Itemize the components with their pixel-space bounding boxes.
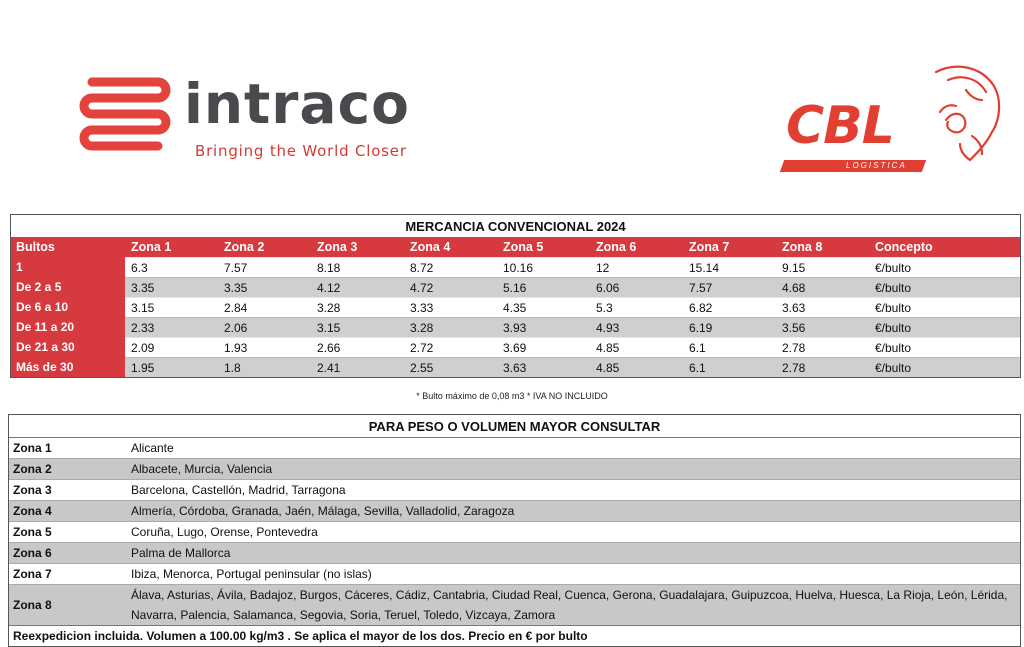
zone-price-cell: 3.33 bbox=[410, 301, 434, 315]
cbl-subtitle: LOGISTICA bbox=[846, 161, 907, 170]
zone-price-cell: 6.82 bbox=[689, 301, 713, 315]
zone-row bbox=[9, 458, 1020, 479]
zone-price-cell: 1.93 bbox=[224, 341, 248, 355]
header-cell: Zona 4 bbox=[410, 240, 451, 254]
zone-price-cell: 3.63 bbox=[503, 361, 527, 375]
bultos-cell: 1 bbox=[11, 257, 125, 277]
bultos-cell: De 21 a 30 bbox=[11, 337, 125, 357]
bultos-cell: De 6 a 10 bbox=[11, 297, 125, 317]
zone-provinces: Álava, Asturias, Ávila, Badajoz, Burgos, Cáceres, Cádiz, Cantabria, Ciudad Real, Cuenca, Gerona, Guadalajara, Guipuzcoa, Huelva, Huesca, La Rioja, León, Lérida, Navarra, Palencia, Salamanca, Segovia, Soria, Teruel, Toledo, Vizcaya, Zamora bbox=[131, 588, 1008, 622]
header-cell: Zona 3 bbox=[317, 240, 358, 254]
zone-price-cell: 5.3 bbox=[596, 301, 613, 315]
zone-price-cell: 12 bbox=[596, 261, 610, 275]
zone-price-cell: 3.28 bbox=[410, 321, 434, 335]
zone-provinces: Albacete, Murcia, Valencia bbox=[131, 462, 273, 476]
zone-price-cell: 4.12 bbox=[317, 281, 341, 295]
zone-price-cell: 15.14 bbox=[689, 261, 720, 275]
zone-price-cell: 1.8 bbox=[224, 361, 241, 375]
zone-price-cell: 8.18 bbox=[317, 261, 341, 275]
zone-price-cell: 4.93 bbox=[596, 321, 620, 335]
intraco-logo-mark-icon bbox=[78, 74, 174, 160]
zone-price-cell: 9.15 bbox=[782, 261, 806, 275]
zone-price-cell: 2.06 bbox=[224, 321, 248, 335]
rates-row bbox=[11, 257, 1020, 277]
zone-price-cell: 4.72 bbox=[410, 281, 434, 295]
zone-price-cell: 3.35 bbox=[224, 281, 248, 295]
header-cell: Zona 6 bbox=[596, 240, 637, 254]
zone-label: Zona 3 bbox=[13, 483, 52, 497]
zone-label: Zona 8 bbox=[13, 598, 52, 612]
zone-price-cell: 2.84 bbox=[224, 301, 248, 315]
zone-provinces: Alicante bbox=[131, 441, 174, 455]
rates-row bbox=[11, 317, 1020, 337]
zone-price-cell: 2.55 bbox=[410, 361, 434, 375]
zone-row bbox=[9, 500, 1020, 521]
zone-label: Zona 4 bbox=[13, 504, 52, 518]
zone-price-cell: 3.28 bbox=[317, 301, 341, 315]
concepto-cell: €/bulto bbox=[875, 361, 912, 375]
zone-price-cell: 4.85 bbox=[596, 341, 620, 355]
zone-price-cell: 10.16 bbox=[503, 261, 534, 275]
rates-row bbox=[11, 337, 1020, 357]
rates-footnote: * Bulto máximo de 0,08 m3 * IVA NO INCLUIDO bbox=[416, 391, 608, 401]
zone-label: Zona 6 bbox=[13, 546, 52, 560]
zone-price-cell: 3.15 bbox=[317, 321, 341, 335]
zone-price-cell: 6.1 bbox=[689, 361, 706, 375]
zone-label: Zona 2 bbox=[13, 462, 52, 476]
zone-label: Zona 1 bbox=[13, 441, 52, 455]
bultos-cell: Más de 30 bbox=[11, 357, 125, 377]
header-cell: Zona 5 bbox=[503, 240, 544, 254]
zone-price-cell: 7.57 bbox=[224, 261, 248, 275]
zone-price-cell: 1.95 bbox=[131, 361, 155, 375]
zone-price-cell: 3.93 bbox=[503, 321, 527, 335]
header-cell: Zona 1 bbox=[131, 240, 172, 254]
intraco-tagline: Bringing the World Closer bbox=[195, 142, 407, 160]
header-cell: Concepto bbox=[875, 240, 933, 254]
zone-price-cell: 2.66 bbox=[317, 341, 341, 355]
zones-table-title: PARA PESO O VOLUMEN MAYOR CONSULTAR bbox=[9, 415, 1020, 438]
concepto-cell: €/bulto bbox=[875, 281, 912, 295]
rates-row bbox=[11, 357, 1020, 377]
zone-row bbox=[9, 584, 1020, 625]
zone-row bbox=[9, 542, 1020, 563]
concepto-cell: €/bulto bbox=[875, 321, 912, 335]
zone-price-cell: 3.35 bbox=[131, 281, 155, 295]
zone-price-cell: 6.3 bbox=[131, 261, 148, 275]
bultos-cell: De 11 a 20 bbox=[11, 317, 125, 337]
zone-price-cell: 2.41 bbox=[317, 361, 341, 375]
zones-table bbox=[8, 414, 1021, 647]
header-cell: Zona 7 bbox=[689, 240, 730, 254]
rates-row bbox=[11, 297, 1020, 317]
zone-provinces: Barcelona, Castellón, Madrid, Tarragona bbox=[131, 483, 346, 497]
bultos-cell: De 2 a 5 bbox=[11, 277, 125, 297]
zone-row bbox=[9, 563, 1020, 584]
zone-price-cell: 3.69 bbox=[503, 341, 527, 355]
header-cell: Zona 8 bbox=[782, 240, 823, 254]
zone-price-cell: 5.16 bbox=[503, 281, 527, 295]
zone-price-cell: 2.78 bbox=[782, 361, 806, 375]
concepto-cell: €/bulto bbox=[875, 341, 912, 355]
zone-price-cell: 7.57 bbox=[689, 281, 713, 295]
zone-row bbox=[9, 479, 1020, 500]
zone-price-cell: 6.1 bbox=[689, 341, 706, 355]
zone-price-cell: 2.33 bbox=[131, 321, 155, 335]
zone-price-cell: 8.72 bbox=[410, 261, 434, 275]
zone-price-cell: 2.78 bbox=[782, 341, 806, 355]
zone-price-cell: 6.06 bbox=[596, 281, 620, 295]
zone-price-cell: 3.56 bbox=[782, 321, 806, 335]
intraco-wordmark: intraco bbox=[184, 72, 410, 136]
lion-head-icon bbox=[926, 60, 1004, 172]
zone-provinces: Palma de Mallorca bbox=[131, 546, 231, 560]
zone-price-cell: 4.85 bbox=[596, 361, 620, 375]
zone-label: Zona 7 bbox=[13, 567, 52, 581]
rates-row bbox=[11, 277, 1020, 297]
zone-provinces: Ibiza, Menorca, Portugal peninsular (no islas) bbox=[131, 567, 372, 581]
zone-row bbox=[9, 521, 1020, 542]
zone-row bbox=[9, 438, 1020, 458]
zone-price-cell: 4.35 bbox=[503, 301, 527, 315]
zones-footer-note: Reexpedicion incluida. Volumen a 100.00 kg/m3 . Se aplica el mayor de los dos. Precio en € por bulto bbox=[9, 625, 1020, 646]
concepto-cell: €/bulto bbox=[875, 301, 912, 315]
zone-provinces: Almería, Córdoba, Granada, Jaén, Málaga, Sevilla, Valladolid, Zaragoza bbox=[131, 504, 515, 518]
zone-price-cell: 3.63 bbox=[782, 301, 806, 315]
rates-table bbox=[10, 214, 1021, 378]
intraco-logo bbox=[78, 68, 438, 168]
zone-price-cell: 2.09 bbox=[131, 341, 155, 355]
zone-price-cell: 2.72 bbox=[410, 341, 434, 355]
zone-price-cell: 4.68 bbox=[782, 281, 806, 295]
concepto-cell: €/bulto bbox=[875, 261, 912, 275]
rates-header-row bbox=[11, 237, 1020, 257]
zone-price-cell: 3.15 bbox=[131, 301, 155, 315]
cbl-logo bbox=[776, 60, 1006, 180]
header-cell: Zona 2 bbox=[224, 240, 265, 254]
zone-provinces: Coruña, Lugo, Orense, Pontevedra bbox=[131, 525, 318, 539]
header-cell: Bultos bbox=[16, 240, 55, 254]
zone-label: Zona 5 bbox=[13, 525, 52, 539]
rates-table-title: MERCANCIA CONVENCIONAL 2024 bbox=[11, 215, 1020, 237]
zone-price-cell: 6.19 bbox=[689, 321, 713, 335]
cbl-wordmark: CBL bbox=[786, 96, 894, 156]
